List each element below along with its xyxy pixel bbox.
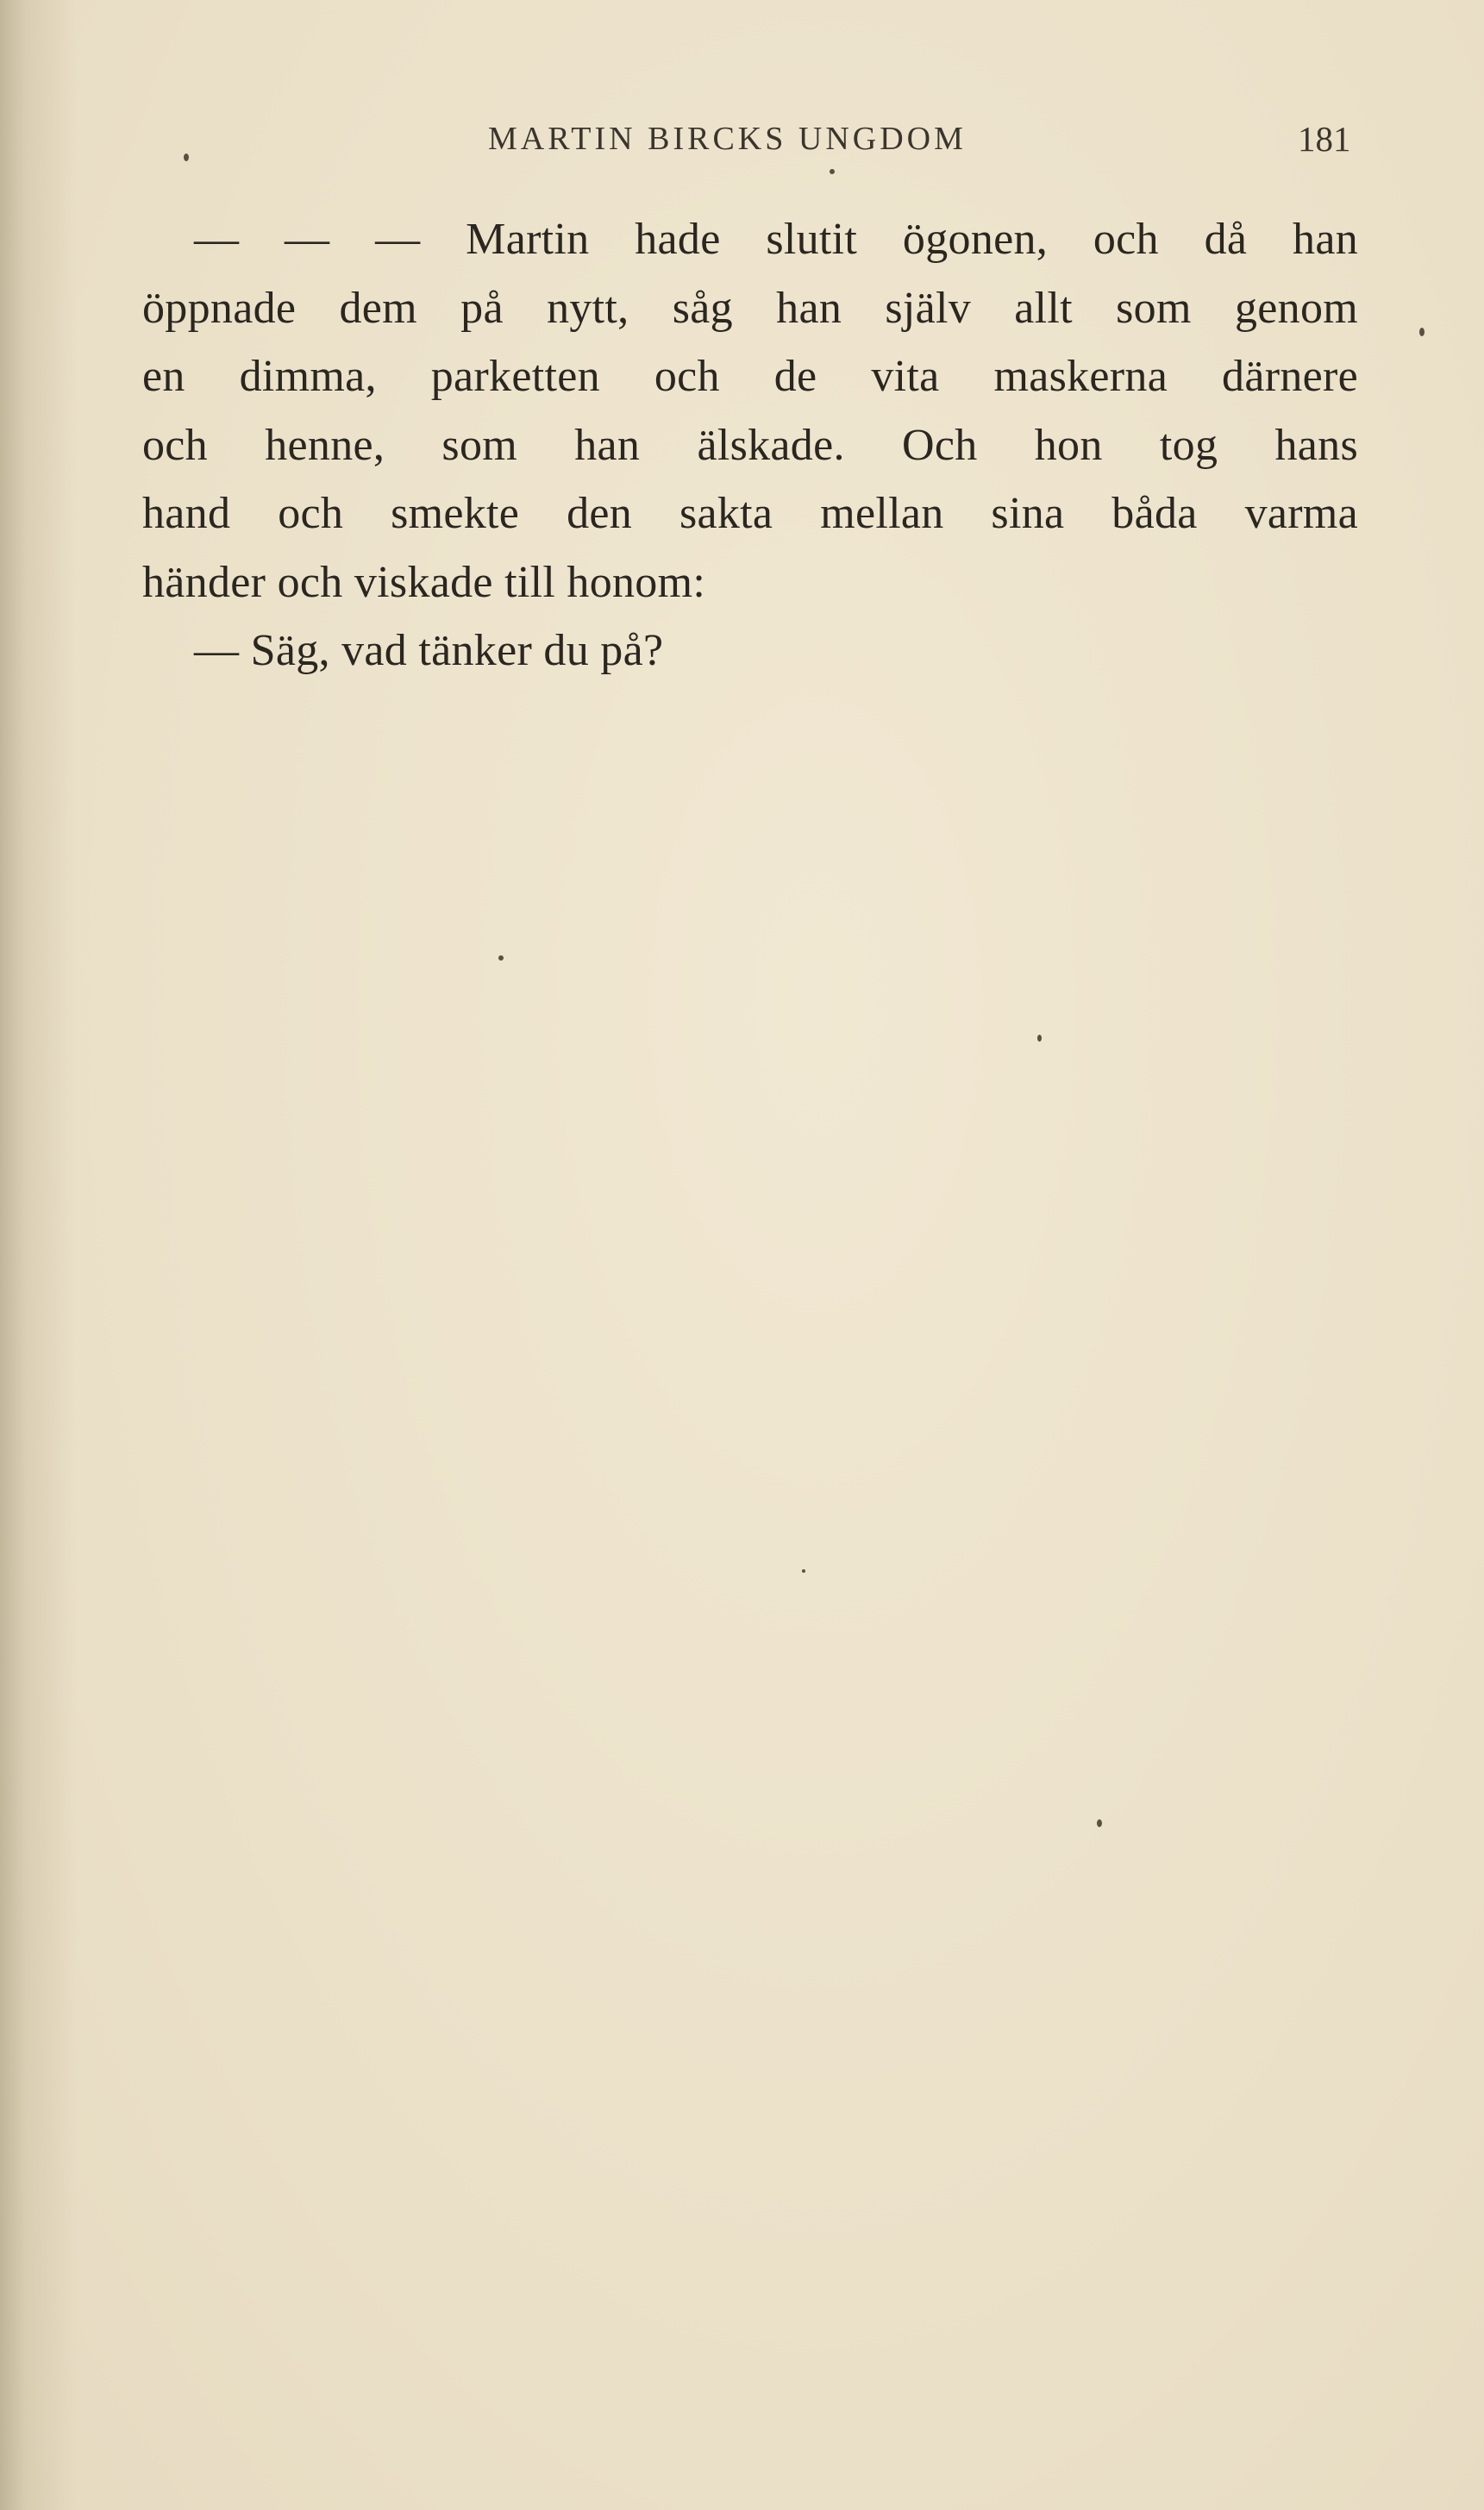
page-header	[0, 117, 1484, 160]
body-text	[142, 205, 1358, 685]
paper-speck	[802, 1569, 805, 1573]
paper-speck	[498, 955, 504, 961]
text-line: händer och viskade till honom:	[142, 557, 706, 607]
text-line: — Säg, vad tänker du på?	[194, 626, 664, 675]
paper-speck	[1037, 1035, 1042, 1042]
page-number: 181	[1298, 119, 1351, 159]
paper-speck	[830, 169, 835, 174]
paper-speck	[184, 153, 189, 161]
paper-speck	[1419, 328, 1425, 336]
text-line: en dimma, parketten och de vita maskerna därnere	[142, 352, 1358, 401]
text-line: — — — Martin hade slutit ögonen, och då han	[194, 215, 1358, 264]
text-line: hand och smekte den sakta mellan sina båda varma	[142, 489, 1358, 538]
paper-speck	[1097, 1819, 1102, 1827]
running-title: MARTIN BIRCKS UNGDOM	[488, 121, 967, 157]
text-line: och henne, som han älskade. Och hon tog hans	[142, 420, 1358, 470]
text-line: öppnade dem på nytt, såg han själv allt som genom	[142, 283, 1358, 333]
